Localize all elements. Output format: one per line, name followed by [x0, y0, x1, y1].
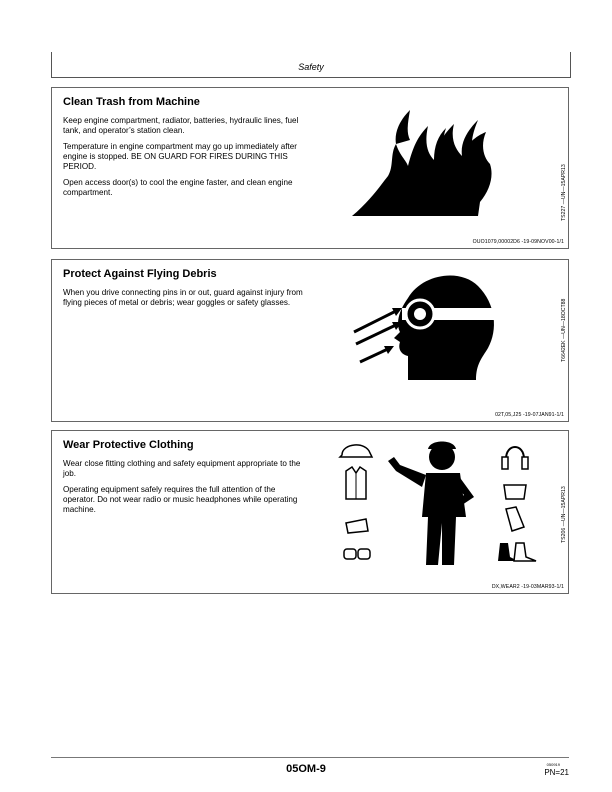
footer-tiny-code: 050919	[546, 762, 560, 767]
header-title: Safety	[298, 62, 324, 72]
fire-icon	[350, 106, 520, 218]
figure-code: TS206 —UN—15APR13	[561, 486, 567, 543]
section-flying-debris	[51, 259, 569, 422]
paragraph: Keep engine compartment, radiator, batteries, hydraulic lines, fuel tank, and operator’s station clean.	[63, 116, 299, 135]
pn-label: PN=21	[544, 768, 569, 777]
paragraph: Operating equipment safely requires the full attention of the operator. Do not wear radio or music headphones while operating machine.	[63, 485, 298, 514]
paragraph: Temperature in engine compartment may go up immediately after engine is stopped. BE ON GUARD FOR FIRES DURING THIS PERIOD.	[63, 142, 297, 171]
page-number: 05OM-9	[286, 763, 326, 775]
reference-code: DX,WEAR2 -19-03MAR93-1/1	[491, 584, 564, 590]
section-body	[63, 116, 305, 204]
section-title: Wear Protective Clothing	[63, 439, 194, 451]
footer-rule	[51, 757, 569, 758]
header-frame	[51, 52, 571, 78]
section-title: Clean Trash from Machine	[63, 96, 200, 108]
figure-code: TS227 —UN—15APR13	[561, 164, 567, 221]
section-clean-trash	[51, 87, 569, 249]
goggles-head-icon	[350, 268, 500, 386]
paragraph: When you drive connecting pins in or out, guard against injury from flying pieces of metal or debris; wear goggles or safety glasses.	[63, 288, 303, 307]
section-title: Protect Against Flying Debris	[63, 268, 217, 280]
figure-code: T6642EK —UN—18OCT88	[561, 298, 567, 362]
paragraph: Open access door(s) to cool the engine faster, and clean engine compartment.	[63, 178, 293, 197]
paragraph: Wear close fitting clothing and safety equipment appropriate to the job.	[63, 459, 301, 478]
section-protective-clothing	[51, 430, 569, 594]
protective-clothing-icon	[338, 437, 538, 567]
section-body	[63, 288, 305, 314]
section-body	[63, 459, 305, 521]
reference-code: 02T,05,J25 -19-07JAN91-1/1	[495, 412, 564, 418]
reference-code: OUO1079,00002D6 -19-09NOV00-1/1	[472, 239, 564, 245]
